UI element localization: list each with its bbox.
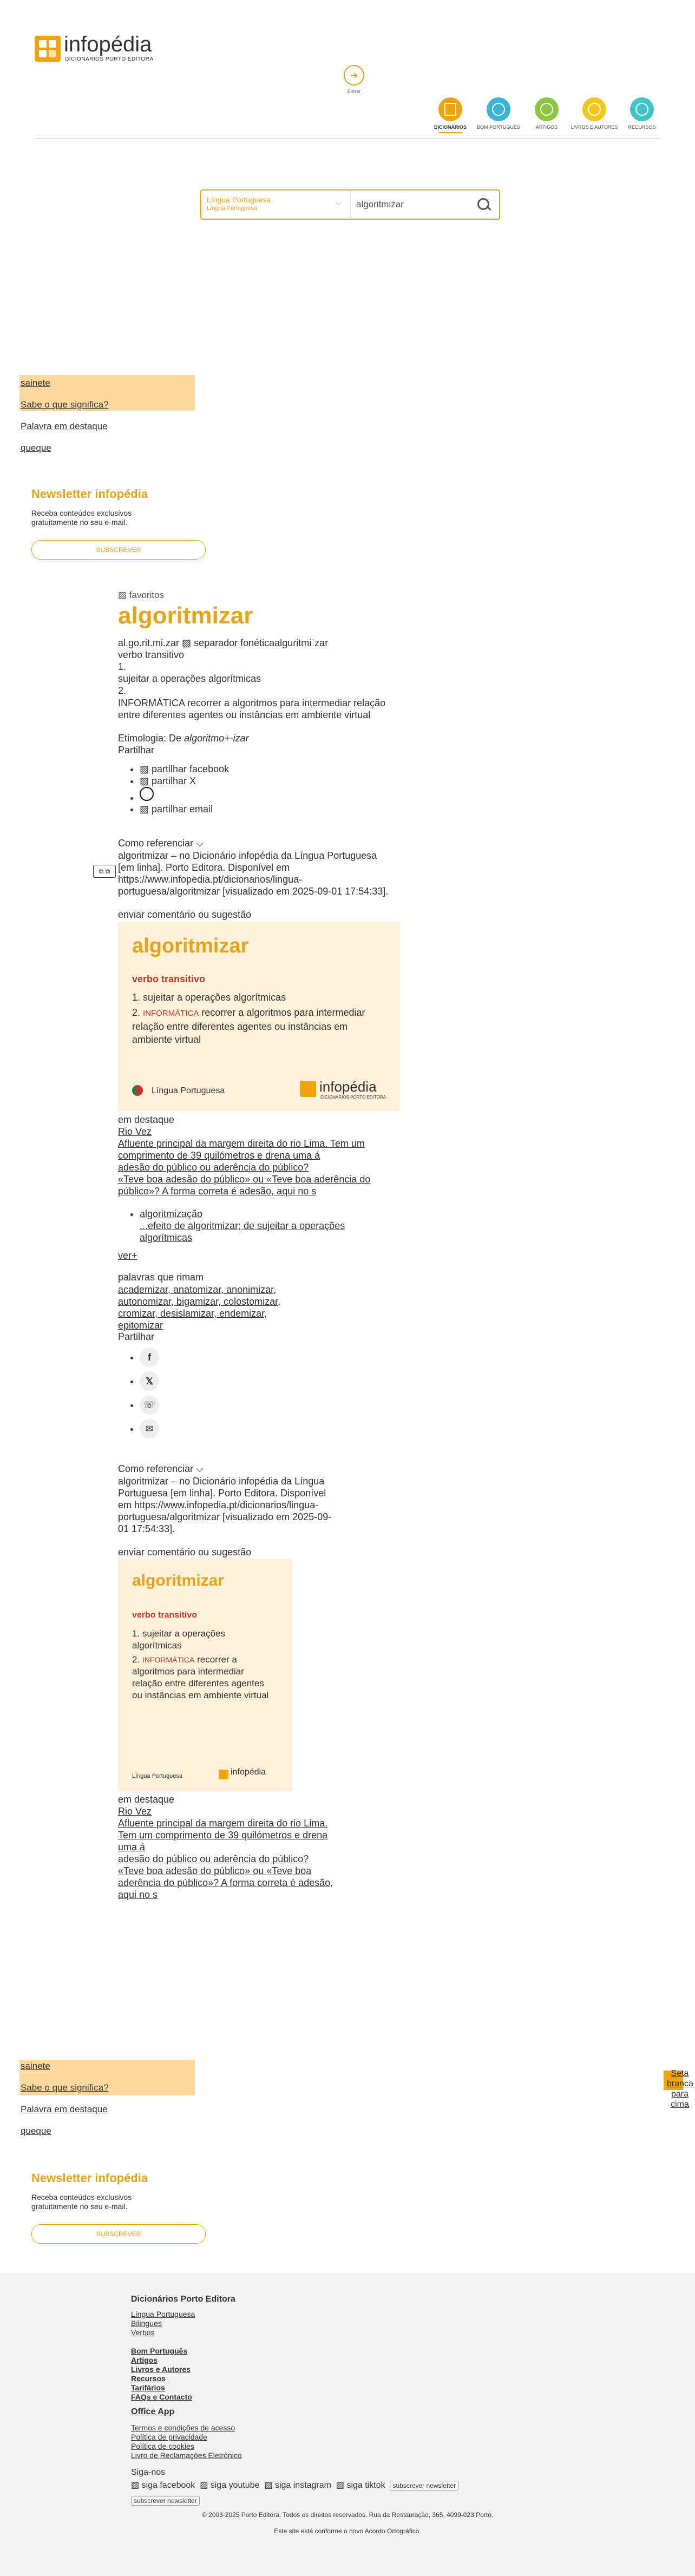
share-label: Partilhar (118, 745, 155, 755)
book-icon (438, 97, 462, 121)
card-brand: infopédia (231, 1767, 266, 1777)
share-icons-2 (118, 1348, 159, 1443)
footer-link[interactable]: Bom Português (131, 2347, 188, 2355)
newsletter-title: Newsletter infopédia (31, 2171, 148, 2185)
highlight-line3-link[interactable]: «Teve boa adesão do público» ou «Teve boa aderência do público»? A forma correta é adesão, aqui no s (118, 1174, 371, 1197)
footer-col1-links (131, 2310, 195, 2337)
share-x[interactable] (140, 775, 229, 787)
card-pos: verbo transitivo (132, 974, 206, 984)
footer-link[interactable]: Livros e Autores (131, 2365, 191, 2374)
books-icon (582, 97, 606, 121)
chevron-down-icon: ⌵ (196, 838, 204, 849)
phonetic-separator-icon: ▨ separador fonética (182, 638, 275, 648)
related-list (118, 1208, 367, 1244)
card-brand-sub: DICIONÁRIOS PORTO EDITORA (320, 1095, 386, 1100)
highlight-block-2: em destaque Rio Vez Afluente principal da margem direita do rio Lima. Tem um comprimento de 39 quilómetros e drena uma á adesão do público ou aderência do público? «Teve boa adesão do público» ou «Teve boa aderência do público»? A forma correta é adesão, aqui no s (118, 1794, 333, 1900)
card-def-1: 1. sujeitar a operações algorítmicas (132, 1628, 225, 1651)
chevron-down-icon: ⌵ (196, 1463, 204, 1474)
search-button[interactable] (476, 197, 493, 213)
def-2-num: 2. (118, 685, 127, 696)
footer-link[interactable]: Língua Portuguesa (131, 2310, 195, 2318)
x-icon[interactable]: ▨ partilhar X (140, 776, 196, 786)
entrar-label: Entrar (347, 89, 361, 94)
instagram-icon[interactable]: ▨ siga instagram (264, 2481, 331, 2490)
footer-copyright: © 2003-2025 Porto Editora. Todos os direitos reservados. Rua da Restauração, 365, 4099-023 Porto. (201, 2511, 494, 2519)
subscribe-newsletter-button-2[interactable]: subscrever newsletter (131, 2496, 200, 2506)
cite-text-2: algoritmizar – no Dicionário infopédia da Língua Portuguesa [em linha]. Porto Editora. Disponível em https://www.infopedia.pt/dicionarios/lingua-portuguesa/algoritmizar [visualizado em 2025-09-01 17:54:33]. (118, 1476, 332, 1534)
card-def-2: 2. INFORMÁTICA recorrer a algoritmos para intermediar relação entre diferentes agentes ou instâncias em ambiente virtual (132, 1654, 269, 1700)
subscribe-newsletter-button[interactable]: subscrever newsletter (390, 2481, 458, 2490)
sidebar-item-sabe[interactable]: Sabe o que significa? (21, 399, 109, 410)
header-divider (35, 138, 660, 139)
def-2-text: INFORMÁTICA recorrer a algoritmos para intermediar relação entre diferentes agentes ou instâncias em ambiente virtual (118, 698, 386, 720)
footer-link[interactable]: Termos e condições de acesso (131, 2423, 235, 2432)
footer-link[interactable]: Política de privacidade (131, 2433, 207, 2441)
whatsapp-icon[interactable]: ☏ (140, 1395, 159, 1415)
search-bar (200, 189, 500, 220)
highlight-block (118, 1114, 389, 1197)
sidebar-item-sabe[interactable]: Sabe o que significa? (21, 2082, 109, 2093)
sidebar-item-palavra[interactable]: Palavra em destaque (21, 2104, 108, 2114)
card-word: algoritmizar (132, 1572, 225, 1589)
logo-mark-icon (35, 36, 61, 62)
sidebar-item-palavra[interactable]: Palavra em destaque (21, 421, 108, 431)
card-def-2: 2. INFORMÁTICA recorrer a algoritmos para intermediar relação entre diferentes agentes ou instâncias em ambiente virtual (132, 1007, 365, 1045)
footer-link[interactable]: Recursos (131, 2374, 166, 2383)
login-icon: ➜ (344, 65, 364, 86)
card-lang: Língua Portuguesa (152, 1086, 225, 1095)
entry-pos: verbo transitivo (118, 649, 185, 660)
card-brand-icon (300, 1081, 316, 1097)
newsletter-subscribe-button[interactable]: SUBSCREVER (31, 2224, 206, 2244)
footer-link[interactable]: FAQs e Contacto (131, 2393, 192, 2401)
quill-icon (535, 97, 559, 121)
cite-toggle-2[interactable]: Como referenciar ⌵ (118, 1463, 204, 1474)
logo-text: infopédia (64, 32, 152, 56)
footer (0, 2273, 695, 2576)
card-pos: verbo transitivo (132, 1611, 198, 1620)
comment-link[interactable]: enviar comentário ou sugestão (118, 909, 252, 920)
see-more-link[interactable]: ver+ (118, 1250, 137, 1261)
whatsapp-icon[interactable] (140, 787, 154, 801)
card-word: algoritmizar (132, 935, 249, 957)
footer-link[interactable]: Tarifários (131, 2383, 165, 2392)
footer-col1-title: Dicionários Porto Editora (131, 2295, 235, 2304)
youtube-icon[interactable]: ▨ siga youtube (200, 2481, 260, 2490)
footer-link[interactable]: Política de cookies (131, 2442, 194, 2450)
portugal-flag-icon (132, 1085, 143, 1096)
share-card-small (118, 1559, 292, 1791)
rhymes-words[interactable]: academizar, anatomizar, anonimizar, autonomizar, bigamizar, colostomizar, cromizar, desislamizar, endemizar, epitomizar (118, 1284, 281, 1331)
sidebar-item-queque[interactable]: queque (21, 2126, 51, 2136)
favorites-icon[interactable]: ▨ favoritos (118, 590, 165, 600)
entry-pronunciation: al.go.rit.mi.zar ▨ separador fonéticaalɡuɾitmiˈzar (118, 638, 329, 648)
chevron-down-icon: ⌵ (336, 198, 342, 207)
facebook-icon[interactable]: f (140, 1348, 159, 1367)
footer-office[interactable]: Office App (131, 2407, 175, 2416)
facebook-icon[interactable]: ▨ partilhar facebook (140, 764, 230, 774)
cite-copy-icon[interactable]: ⧉ ⧉ (93, 865, 116, 878)
highlight-title-link[interactable]: Rio Vez (118, 1126, 152, 1137)
newsletter-text: Receba conteúdos exclusivos gratuitamente no seu e-mail. (31, 509, 132, 527)
entry-word: algoritmizar (118, 602, 253, 629)
highlight-label: em destaque (118, 1114, 175, 1125)
dictionary-select-label: Língua Portuguesa (207, 195, 271, 204)
sidebar-item-queque[interactable]: queque (21, 443, 51, 453)
email-icon[interactable]: ✉ (140, 1419, 159, 1438)
related-item[interactable]: • algoritmização ...efeito de algoritmizar; de sujeitar a operações algorítmicas (140, 1208, 367, 1244)
card-brand-icon (219, 1770, 228, 1779)
sidebar-item-sainete[interactable]: sainete (21, 2061, 50, 2071)
tiktok-icon[interactable]: ▨ siga tiktok (336, 2481, 385, 2490)
card-lang: Língua Portuguesa (132, 1773, 182, 1779)
logo[interactable] (35, 32, 165, 65)
card-def-1: 1. sujeitar a operações algorítmicas (132, 992, 286, 1003)
sidebar-item-sainete[interactable]: sainete (21, 378, 50, 388)
newsletter-text: Receba conteúdos exclusivos gratuitamente no seu e-mail. (31, 2193, 132, 2211)
etymology: Etimologia: De algoritmo+-izar (118, 733, 249, 744)
highlight-line1-link[interactable]: Afluente principal da margem direita do rio Lima. Tem um comprimento de 39 quilómetros e drena uma á (118, 1138, 365, 1161)
footer-link[interactable]: Verbos (131, 2328, 155, 2337)
footer-link[interactable]: Bilingues (131, 2319, 162, 2328)
resources-icon (630, 97, 654, 121)
dictionary-select-sub: Língua Portuguesa (207, 205, 257, 212)
logo-subtitle: DICIONÁRIOS PORTO EDITORA (65, 56, 154, 62)
pen-icon (487, 97, 510, 121)
email-icon[interactable]: ▨ partilhar email (140, 804, 213, 814)
highlight-line2-link[interactable]: adesão do público ou aderência do público? (118, 1162, 309, 1173)
back-to-top-button[interactable]: Seta branca para cima (664, 2068, 693, 2116)
search-input[interactable] (355, 196, 471, 213)
def-1-num: 1. (118, 661, 127, 672)
footer-follow: Siga-nos (131, 2468, 166, 2477)
comment-link-2[interactable]: enviar comentário ou sugestão (118, 1547, 252, 1558)
footer-link[interactable]: Livro de Reclamações Eletrónico (131, 2451, 242, 2460)
cite-text: algoritmizar – no Dicionário infopédia da Língua Portuguesa [em linha]. Porto Editora. Disponível em https://www.infopedia.pt/dicionarios/lingua-portuguesa/algoritmizar [visualizado em 2025-09-01 17:54:33]. (118, 850, 389, 897)
card-brand: infopédia (319, 1079, 377, 1095)
dictionary-select[interactable] (201, 190, 351, 219)
share-label-2: Partilhar (118, 1331, 155, 1342)
newsletter-title: Newsletter infopédia (31, 487, 148, 501)
footer-agreement: Este site está conforme o novo Acordo Ortográfico. (274, 2527, 421, 2535)
footer-link[interactable]: Artigos (131, 2356, 158, 2364)
rhymes-label: palavras que rimam (118, 1272, 204, 1283)
footer-social (131, 2480, 458, 2490)
share-list (118, 763, 229, 815)
share-card-large (118, 922, 399, 1111)
share-facebook[interactable] (140, 763, 229, 775)
footer-col2-links (131, 2347, 192, 2402)
cite-toggle[interactable]: Como referenciar ⌵ (118, 838, 204, 849)
share-email[interactable] (140, 803, 229, 815)
x-icon[interactable]: 𝕏 (140, 1371, 159, 1391)
entrar-button[interactable] (343, 65, 365, 97)
newsletter-subscribe-button[interactable]: SUBSCREVER (31, 540, 206, 560)
footer-legal-links (131, 2423, 242, 2460)
def-1-text: sujeitar a operações algorítmicas (118, 673, 261, 684)
facebook-icon[interactable]: ▨ siga facebook (131, 2481, 195, 2490)
share-whatsapp[interactable] (140, 787, 229, 803)
